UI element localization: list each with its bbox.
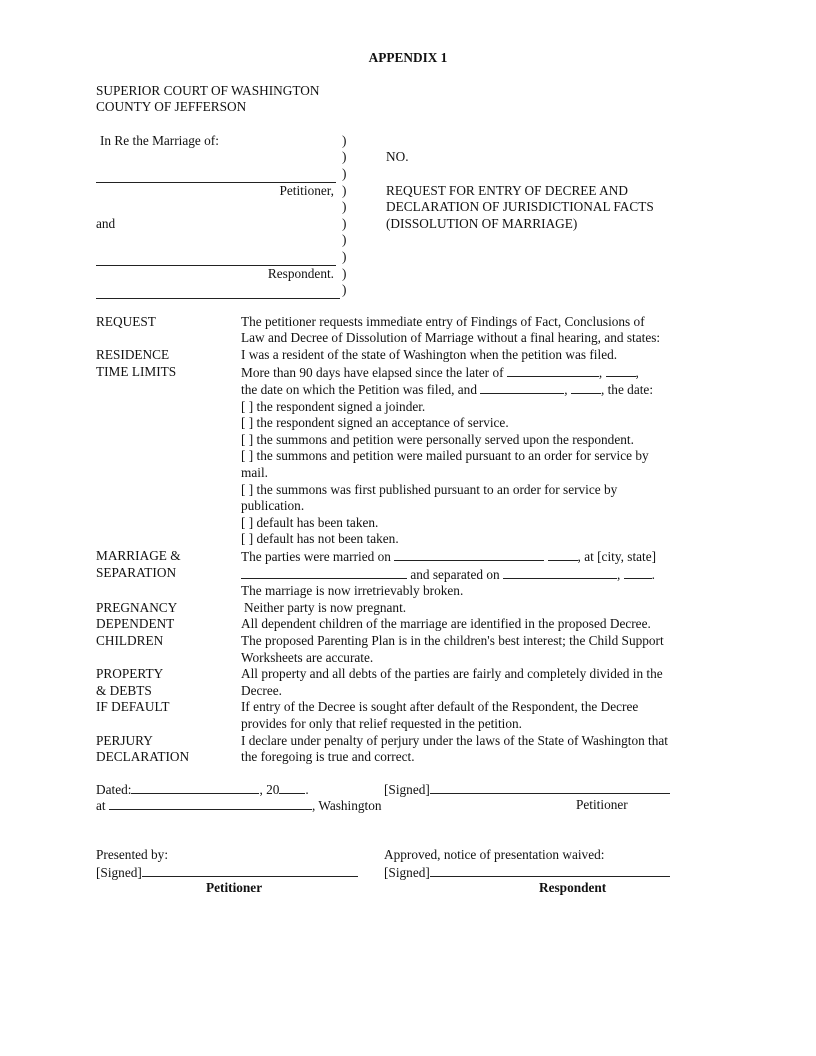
document-title-line-3: (DISSOLUTION OF MARRIAGE) [386,215,578,231]
court-name: SUPERIOR COURT OF WASHINGTON [96,82,320,98]
section-label: IF DEFAULT [96,699,170,715]
separation-year-blank[interactable] [624,566,652,579]
section-pregnancy [96,600,816,617]
case-number-label: NO. [386,149,409,165]
section-text: I was a resident of the state of Washington when the petition was filed. [241,346,618,362]
section-residence [96,347,816,364]
dated-label: Dated: [96,781,132,797]
document-title-line-1: REQUEST FOR ENTRY OF DECREE AND [386,182,628,198]
later-year-blank[interactable] [606,364,636,377]
declaration-body [96,314,816,766]
marriage-year-blank[interactable] [548,548,578,561]
section-text: The marriage is now irretrievably broken. [241,583,464,599]
appendix-title: APPENDIX 1 [368,50,448,65]
filed-date-blank[interactable] [480,381,564,394]
section-label: REQUEST [96,313,156,329]
at-label: at [96,798,106,814]
section-request [96,314,816,347]
approved-label: Approved, notice of presentation waived: [384,846,605,862]
signed-label: [Signed] [96,864,142,880]
section-label: MARRIAGE & [96,548,181,564]
court-county: COUNTY OF JEFFERSON [96,99,247,115]
presented-by-label: Presented by: [96,846,169,862]
respondent-name-blank[interactable] [96,249,340,266]
section-text: All property and all debts of the parties are fairly and completely divided in the [241,666,663,682]
petitioner-name-blank[interactable] [96,166,340,183]
checkbox-option-continued: publication. [241,498,305,514]
in-re-label: In Re the Marriage of: [100,132,219,148]
section-label: PROPERTY [96,666,164,682]
case-caption [96,133,816,299]
document-title-line-2: DECLARATION OF JURISDICTIONAL FACTS [386,199,654,215]
checkbox-option[interactable]: [ ] the summons and petition were mailed pursuant to an order for service by [241,448,649,464]
checkbox-option[interactable]: [ ] the summons and petition were personally served upon the respondent. [241,431,634,447]
respondent-title: Respondent [539,880,607,896]
later-date-blank[interactable] [507,364,599,377]
section-label: PERJURY [96,732,153,748]
signature-block: Dated: , 20 . [Signed] at , Washington Petitioner Presented by: Approved, notice of presentation waived: [Signed] [Signed] Petitioner Respondent [96,781,816,897]
caption-case-info [386,133,720,299]
separation-date-blank[interactable] [503,566,617,579]
dated-year-blank[interactable] [279,781,305,794]
section-text: Worksheets are accurate. [241,649,374,665]
checkbox-option[interactable]: [ ] the respondent signed a joinder. [241,398,426,414]
section-time-limits: TIME LIMITS More than 90 days have elapsed since the later of , , the date on which the Petition was filed, and , , the date: [ ] the respondent signed a joinder. [ ] the respondent signed an acceptance of service. [ ] the summons and petition were personally served upon the respondent. [ ] the summons and petition were mailed pursuant to an order for service by mail. [ ] the summons was first published pursuant to an order for service by publication. [ ] default has been taken. [ ] default has not been taken. [96,364,816,549]
signing-place-blank[interactable] [109,797,312,810]
respondent-label: Respondent. [267,265,334,281]
petitioner-label: Petitioner, [279,182,334,198]
section-text: provides for only that relief requested in the petition. [241,715,523,731]
checkbox-option[interactable]: [ ] default has not been taken. [241,531,399,547]
section-text: I declare under penalty of perjury under the laws of the State of Washington that [241,732,668,748]
section-text: Neither party is now pregnant. [244,599,407,615]
petitioner-caption: Petitioner [576,797,628,813]
marriage-place-blank[interactable] [241,566,407,579]
section-label: & DEBTS [96,682,152,698]
section-label: RESIDENCE [96,346,170,362]
caption-parties [96,133,340,299]
section-text: Decree. [241,682,282,698]
respondent-signature-line[interactable] [430,864,670,877]
checkbox-option[interactable]: [ ] default has been taken. [241,514,379,530]
section-label: PREGNANCY [96,599,178,615]
section-label: DEPENDENT [96,616,175,632]
section-label: TIME LIMITS [96,363,177,379]
petitioner-signature-line[interactable] [430,781,670,794]
petitioner-title: Petitioner [206,880,263,896]
section-label: SEPARATION [96,564,177,580]
checkbox-option[interactable]: [ ] the respondent signed an acceptance of service. [241,415,509,431]
court-heading [96,83,816,116]
section-dependent-children [96,616,816,666]
signed-label: [Signed] [384,864,430,880]
section-text: The proposed Parenting Plan is in the children's best interest; the Child Support [241,633,664,648]
section-marriage-separation: MARRIAGE & SEPARATION The parties were married on , at [city, state] and separated on , . The marriage is now irretrievably broken. [96,548,816,600]
and-label: and [96,215,116,231]
section-property-debts [96,666,816,699]
section-text: The petitioner requests immediate entry of Findings of Fact, Conclusions of [241,313,645,329]
dated-blank[interactable] [131,781,259,794]
marriage-date-blank[interactable] [394,548,544,561]
section-perjury-declaration [96,733,816,766]
checkbox-option[interactable]: [ ] the summons was first published pursuant to an order for service by [241,481,618,497]
section-text: the foregoing is true and correct. [241,749,415,765]
section-label: DECLARATION [96,749,190,765]
signed-label: [Signed] [384,781,430,797]
filed-year-blank[interactable] [571,381,601,394]
checkbox-option-continued: mail. [241,465,268,481]
caption-bottom-rule [96,282,340,299]
section-label: CHILDREN [96,633,164,648]
section-text: Law and Decree of Dissolution of Marriage without a final hearing, and states: [241,330,661,346]
section-text: All dependent children of the marriage are identified in the proposed Decree. [241,616,651,632]
presenter-signature-line[interactable] [142,864,358,877]
section-text: If entry of the Decree is sought after default of the Respondent, the Decree [241,699,639,715]
section-if-default [96,699,816,732]
caption-parentheses: ) ) ) ) ) ) ) ) ) ) [342,132,347,298]
